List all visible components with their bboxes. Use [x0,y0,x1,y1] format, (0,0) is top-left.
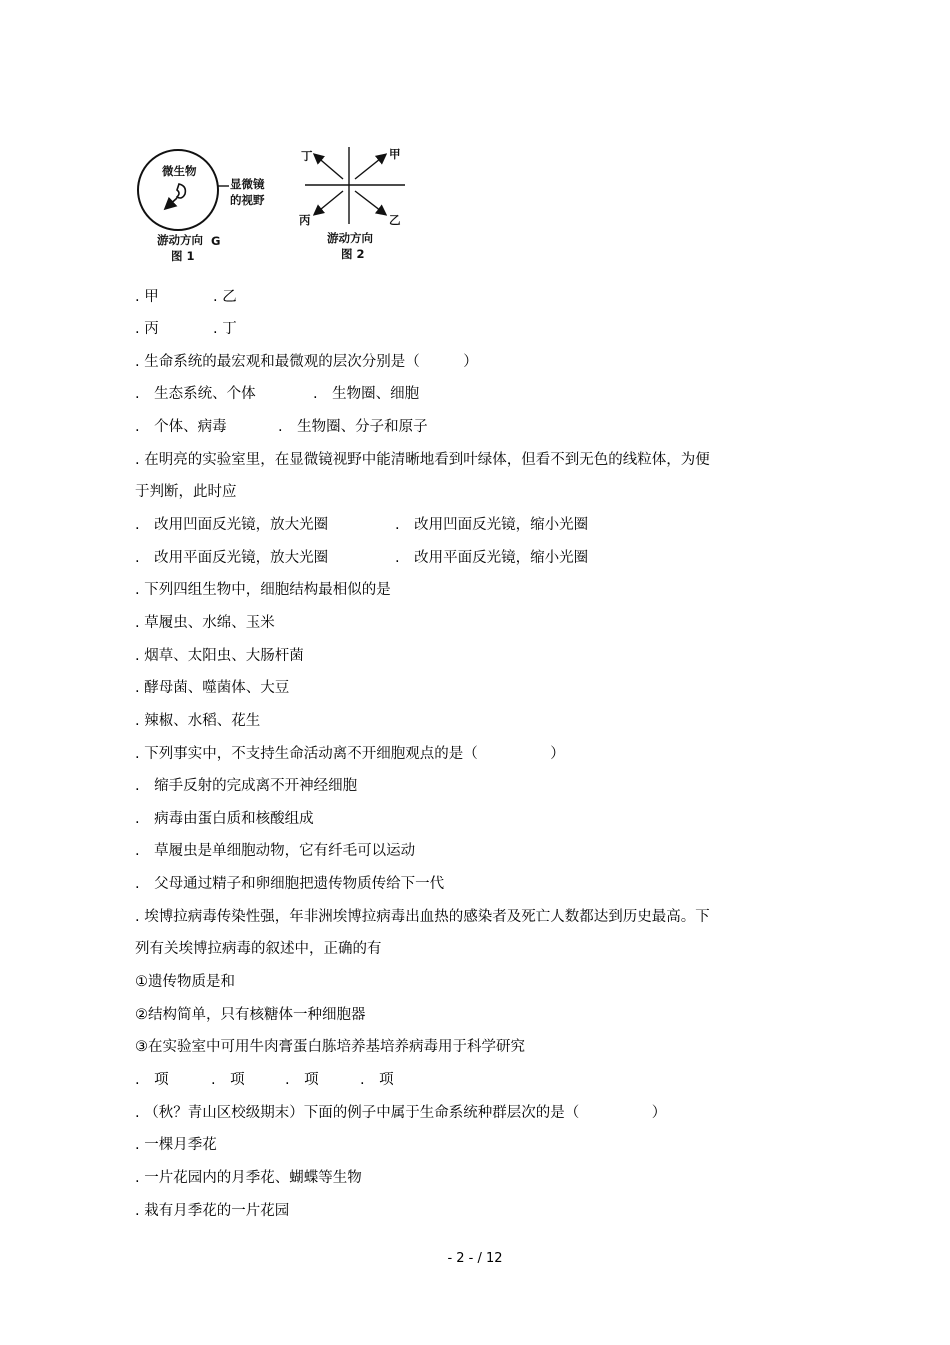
page-number: - 2 - / 12 [447,1251,503,1266]
figure-2 [299,147,405,261]
option-d: . 项 [360,1072,394,1088]
option-c: . 项 [285,1072,319,1088]
option-b: . 一片花园内的月季花、蝴蝶等生物 [135,1170,362,1186]
option-d: . 父母通过精子和卵细胞把遗传物质传给下一代 [135,876,445,892]
option-a: . 一棵月季花 [135,1137,217,1153]
question-stem: . 生命系统的最宏观和最微观的层次分别是（ ） [135,354,478,370]
option-c: . 个体、病毒 [135,419,227,435]
microscope-label-1: 显微镜 [230,177,265,191]
option-c: . 栽有月季花的一片花园 [135,1203,290,1219]
question-stem: . （秋？青山区校级期末）下面的例子中属于生命系统种群层次的是（ ） [135,1105,667,1121]
option-a: . 项 [135,1072,169,1088]
option-a: . 改用凹面反光镜，放大光圈 [135,517,329,533]
option-b: . 改用凹面反光镜，缩小光圈 [395,517,589,533]
label-yi: 乙 [389,213,401,227]
option-b: . 乙 [213,289,237,305]
option-a: . 生态系统、个体 [135,386,256,402]
fig1-caption: 图 1 [171,249,195,263]
question-stem: . 在明亮的实验室里，在显微镜视野中能清晰地看到叶绿体，但看不到无色的线粒体，为便 [135,452,710,468]
fig2-direction-label: 游动方向 [327,231,373,245]
microscope-label-2: 的视野 [230,193,265,207]
microbe-label: 微生物 [162,164,197,178]
question-stem: . 下列事实中，不支持生命活动离不开细胞观点的是（ ） [135,746,565,762]
statement-item-1: ①遗传物质是和 [135,974,235,990]
option-a: . 缩手反射的完成离不开神经细胞 [135,778,358,794]
option-d: . 改用平面反光镜，缩小光圈 [395,550,589,566]
option-c: . 改用平面反光镜，放大光圈 [135,550,329,566]
option-d: . 生物圈、分子和原子 [278,419,428,435]
option-d: . 辣椒、水稻、花生 [135,713,261,729]
label-jia: 甲 [389,147,401,161]
question-stem: . 下列四组生物中，细胞结构最相似的是 [135,582,391,598]
option-c: . 草履虫是单细胞动物，它有纤毛可以运动 [135,843,416,859]
fig1-direction-label: 游动方向 [157,233,203,247]
label-ding: 丁 [301,149,313,163]
statement-item-2: ②结构简单，只有核糖体一种细胞器 [135,1007,366,1023]
option-a: . 草履虫、水绵、玉米 [135,615,275,631]
question-stem-continued: 列有关埃博拉病毒的叙述中，正确的有 [135,941,382,957]
option-b: . 生物圈、细胞 [313,386,420,402]
figure-1 [138,150,265,263]
option-a: . 甲 [135,289,159,305]
statement-item-3: ③在实验室中可用牛肉膏蛋白胨培养基培养病毒用于科学研究 [135,1039,525,1055]
microbe-shape [177,184,185,198]
fig1-stray-mark: G [211,234,221,248]
arrow-ding [315,155,343,179]
microscope-figure [135,142,410,267]
fig2-caption: 图 2 [341,247,365,261]
arrow-yi [355,191,385,214]
microbe-motion-arrow [166,198,177,208]
option-d: . 丁 [213,321,237,337]
option-c: . 酵母菌、噬菌体、大豆 [135,680,290,696]
question-stem: . 埃博拉病毒传染性强，年非洲埃博拉病毒出血热的感染者及死亡人数都达到历史最高。下 [135,909,710,925]
option-b: . 项 [211,1072,245,1088]
question-stem-continued: 于判断，此时应 [135,484,237,500]
option-c: . 丙 [135,321,159,337]
arrow-bing [315,191,343,214]
label-bing: 丙 [299,213,311,227]
arrow-jia [355,155,385,179]
option-b: . 病毒由蛋白质和核酸组成 [135,811,314,827]
option-b: . 烟草、太阳虫、大肠杆菌 [135,648,304,664]
